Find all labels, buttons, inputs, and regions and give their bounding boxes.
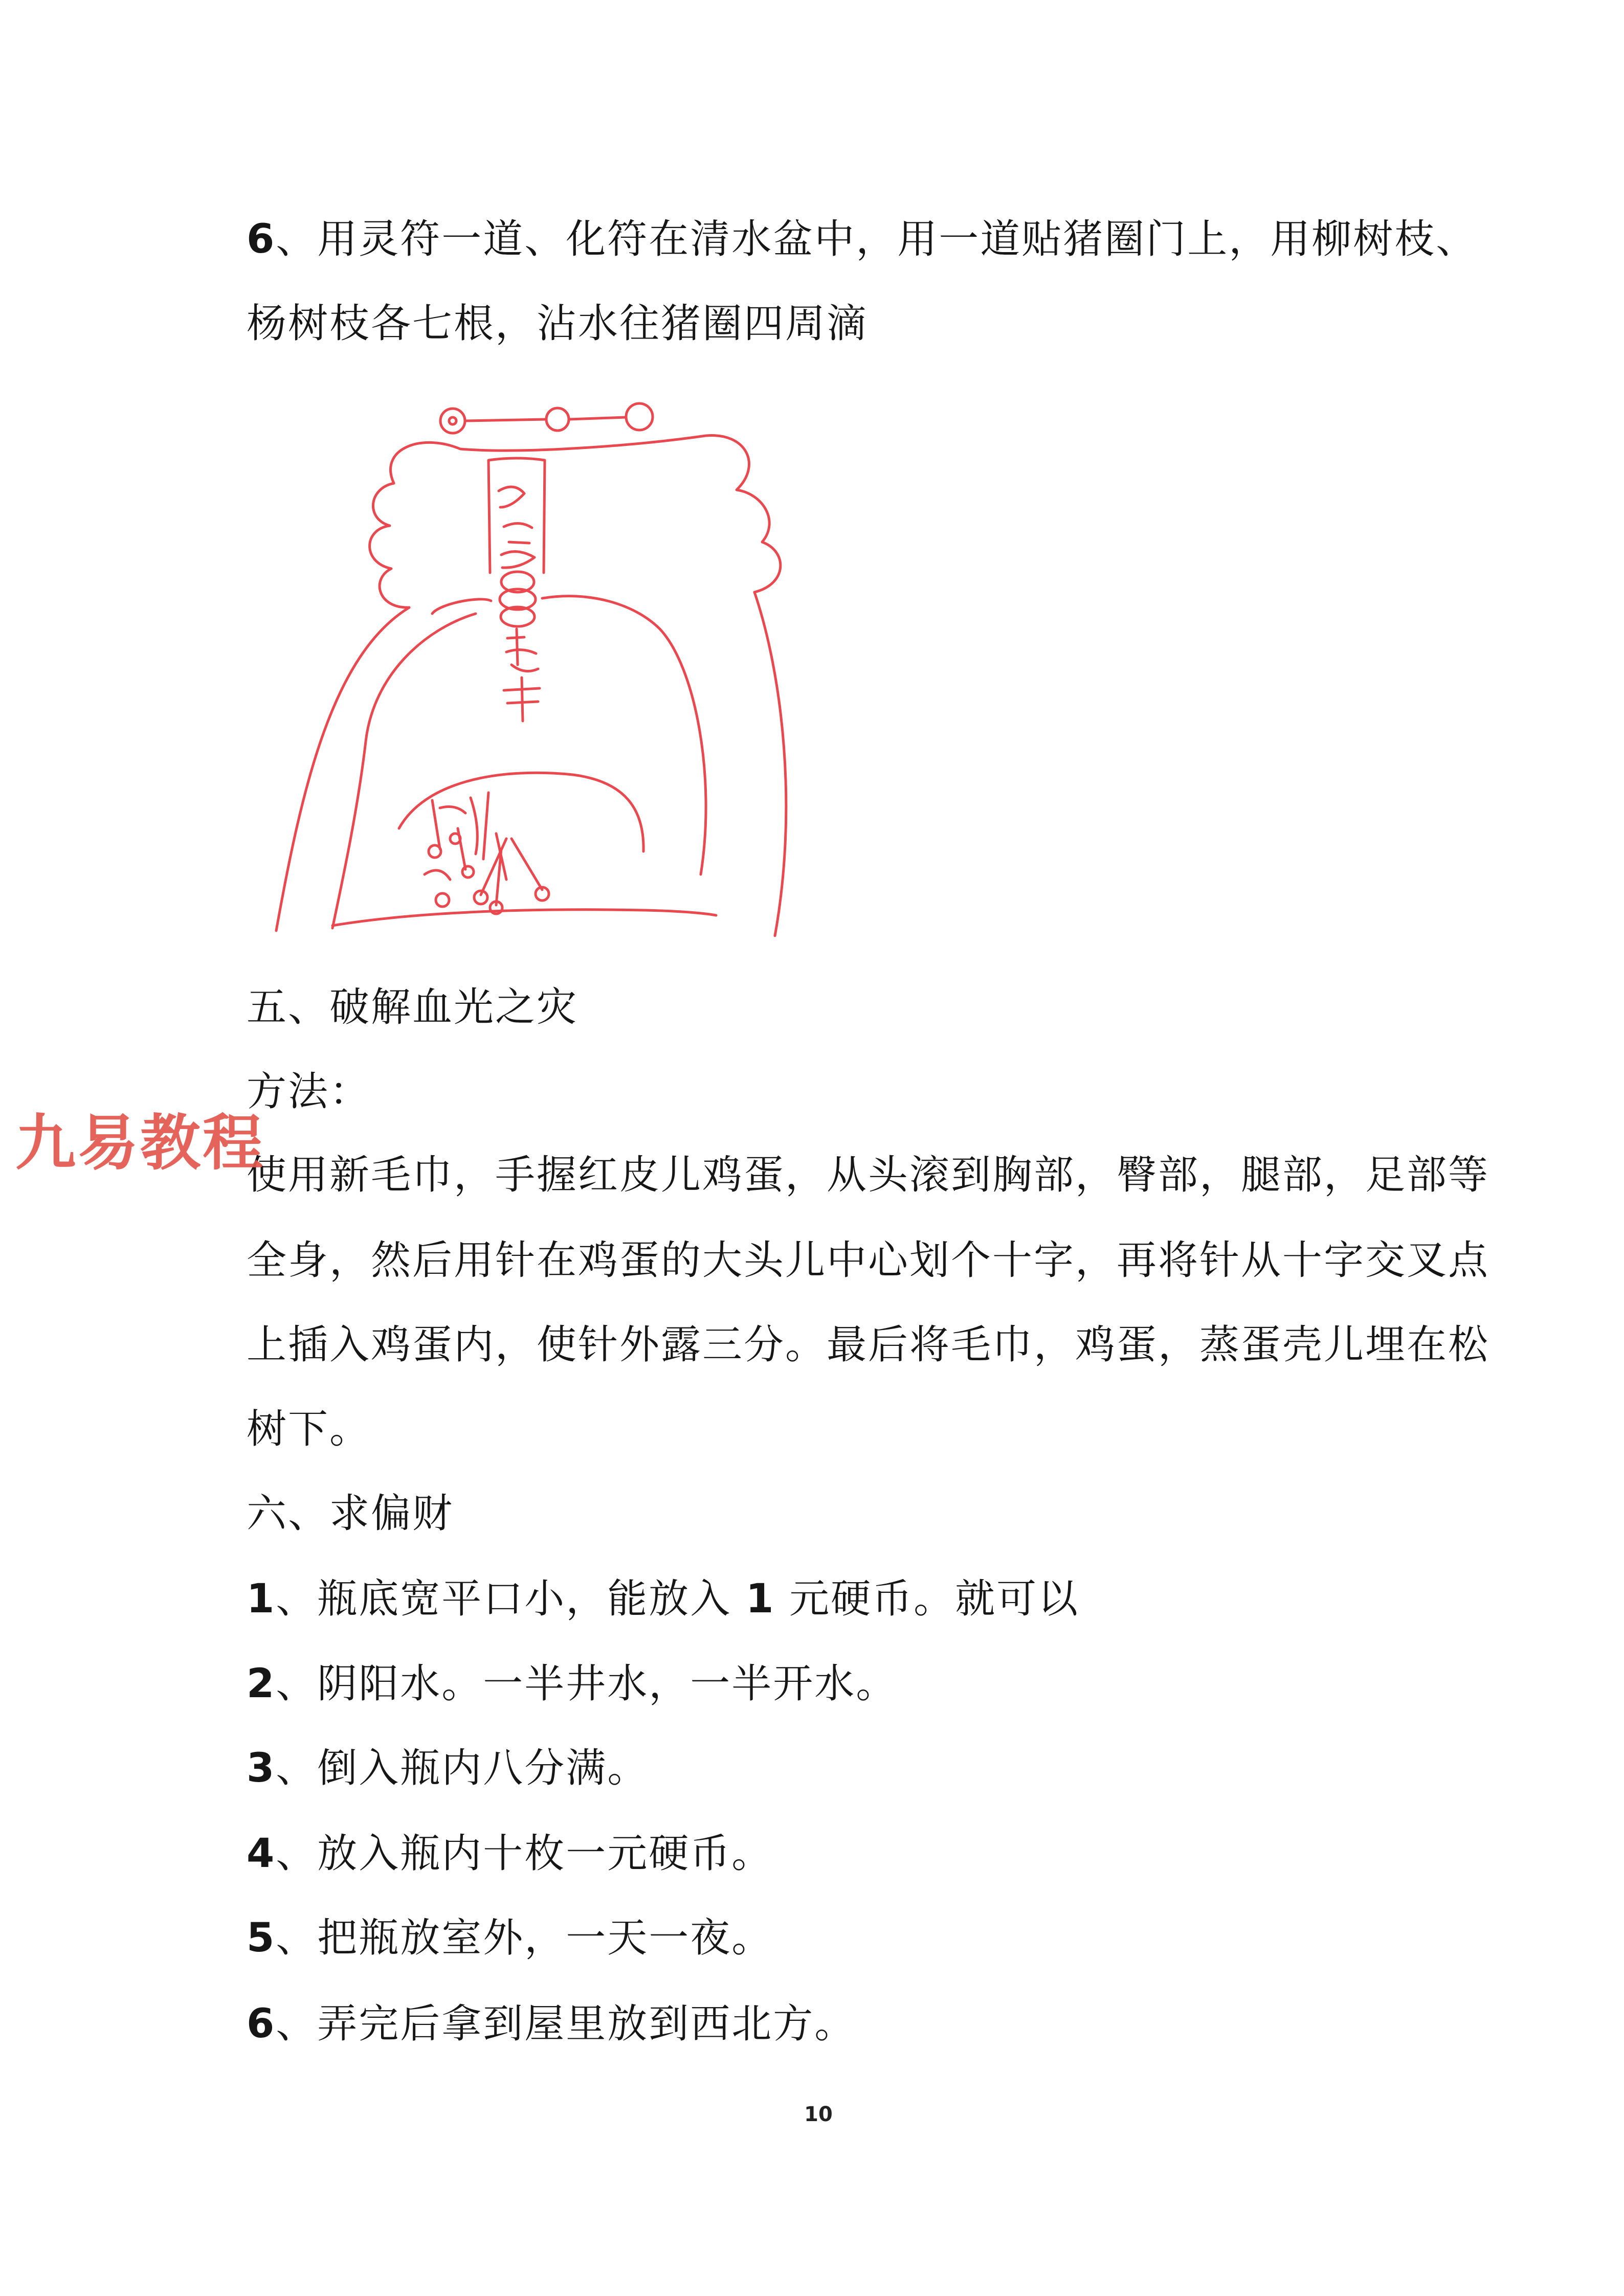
step-number: 6 <box>247 2001 276 2047</box>
section-6-step <box>247 1998 856 2050</box>
step-number: 3 <box>247 1745 276 1791</box>
talisman-node <box>462 866 474 877</box>
section-6-step <box>247 1912 773 1964</box>
section-5-body-line: 使用新毛巾，手握红皮儿鸡蛋，从头滚到胸部，臀部，腿部，足部等 <box>247 1152 1490 1198</box>
section-6-heading: 六、求偏财 <box>247 1491 454 1537</box>
talisman-column <box>488 458 545 573</box>
step-text: 、瓶底宽平口小，能放入 <box>276 1576 746 1622</box>
section-5-heading: 五、破解血光之灾 <box>247 984 579 1030</box>
step-number: 5 <box>247 1915 276 1961</box>
talisman-node <box>429 845 441 858</box>
step-6-line-1 <box>247 214 1477 265</box>
talisman-dot-center <box>449 417 456 424</box>
talisman-glyph <box>481 834 542 905</box>
talisman-drawing <box>256 389 829 956</box>
step-6-line-2: 杨树枝各七根，沾水往猪圈四周滴 <box>247 301 869 347</box>
talisman-body <box>332 614 476 928</box>
section-5-body-line: 树下。 <box>247 1406 371 1452</box>
talisman-chamber <box>399 773 643 851</box>
talisman-body <box>542 596 706 874</box>
step-number: 6 <box>247 216 276 262</box>
talisman-dot <box>440 409 465 433</box>
talisman-glyph <box>504 678 540 721</box>
step-inline-number: 1 <box>746 1576 775 1622</box>
step-number: 1 <box>247 1576 276 1622</box>
section-5-body-line: 上插入鸡蛋内，使针外露三分。最后将毛巾，鸡蛋，蒸蛋壳儿埋在松 <box>247 1322 1490 1368</box>
talisman-cloud <box>370 483 409 607</box>
talisman-glyph <box>506 629 538 671</box>
step-text: 、弄完后拿到屋里放到西北方。 <box>276 2001 856 2047</box>
step-text: 、倒入瓶内八分满。 <box>276 1745 649 1791</box>
talisman-glyph <box>432 793 488 869</box>
step-number: 2 <box>247 1661 276 1707</box>
step-text: 、用灵符一道、化符在清水盆中，用一道贴猪圈门上，用柳树枝、 <box>276 216 1478 262</box>
step-text: 、放入瓶内十枚一元硬币。 <box>276 1831 773 1877</box>
section-6-step <box>247 1658 897 1709</box>
step-text: 元硬币。就可以 <box>775 1576 1080 1622</box>
talisman-dot <box>546 408 569 431</box>
step-text: 、阴阳水。一半井水，一半开水。 <box>276 1661 898 1707</box>
talisman-cloud <box>391 435 781 592</box>
step-text: 、把瓶放室外，一天一夜。 <box>276 1915 773 1961</box>
section-5-body-line: 全身，然后用针在鸡蛋的大头儿中心划个十字，再将针从十字交叉点 <box>247 1237 1490 1284</box>
section-6-step <box>247 1743 649 1794</box>
talisman-strokes <box>276 403 786 936</box>
talisman-glyph <box>425 870 450 880</box>
talisman-node <box>436 893 449 907</box>
talisman-glyph <box>499 487 535 568</box>
talisman-body <box>332 910 716 926</box>
method-label: 方法： <box>247 1069 371 1115</box>
section-6-step <box>247 1573 1079 1625</box>
section-6-step <box>247 1828 773 1879</box>
talisman-body <box>754 592 786 936</box>
talisman-body <box>432 599 491 614</box>
talisman-dot <box>626 403 653 430</box>
watermark: 九易教程 <box>15 1108 265 1178</box>
step-number: 4 <box>247 1831 276 1877</box>
page-number: 10 <box>804 2103 833 2126</box>
